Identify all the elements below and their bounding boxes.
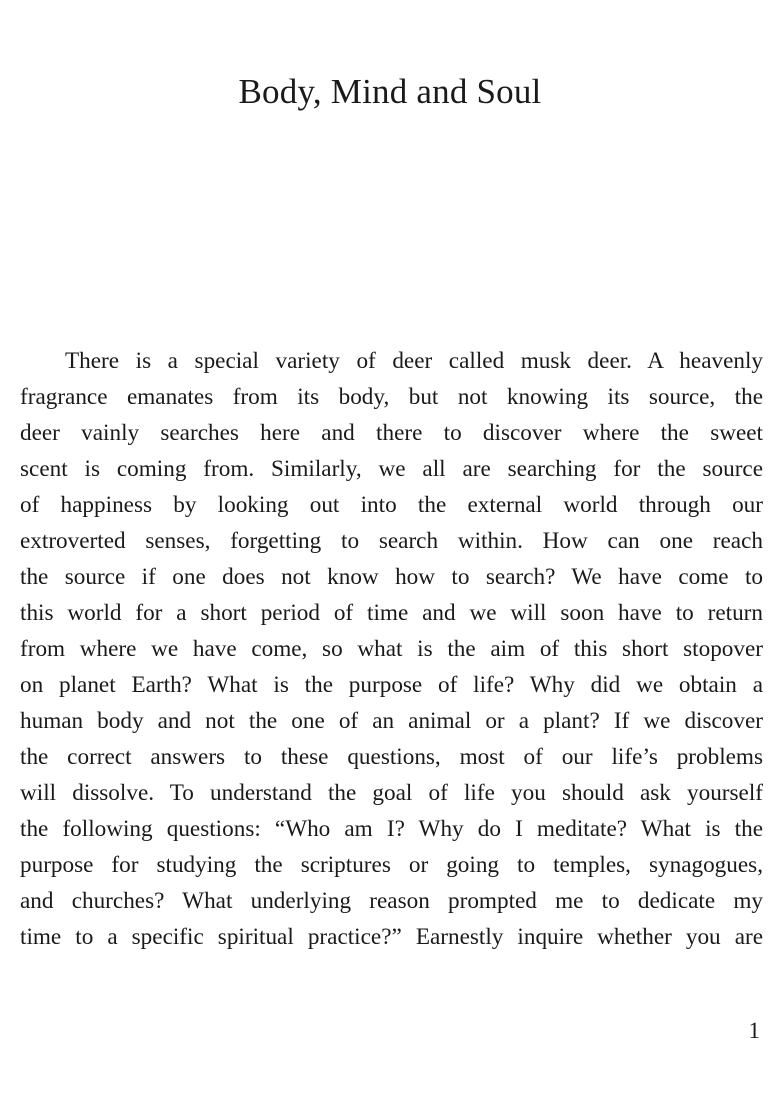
text-line: time to a specific spiritual practice?” Earnestly inquire whether you are: [20, 924, 763, 950]
text-line: purpose for studying the scriptures or going to temples, synagogues,: [20, 852, 763, 878]
text-line: There is a special variety of deer called musk deer. A heavenly: [65, 348, 763, 374]
text-line: deer vainly searches here and there to discover where the sweet: [20, 420, 763, 446]
page-number: 1: [748, 1018, 760, 1043]
text-line: and churches? What underlying reason prompted me to dedicate my: [20, 888, 763, 914]
body-paragraph: [20, 343, 763, 955]
text-line: this world for a short period of time and we will soon have to return: [20, 600, 763, 626]
text-line: from where we have come, so what is the aim of this short stopover: [20, 636, 763, 662]
text-line: fragrance emanates from its body, but not knowing its source, the: [20, 384, 763, 410]
text-line: the following questions: “Who am I? Why do I meditate? What is the: [20, 816, 763, 842]
text-line: human body and not the one of an animal or a plant? If we discover: [20, 708, 763, 734]
text-line: extroverted senses, forgetting to search within. How can one reach: [20, 528, 763, 554]
chapter-title: Body, Mind and Soul: [238, 72, 542, 111]
text-line: the source if one does not know how to search? We have come to: [20, 564, 763, 590]
text-line: of happiness by looking out into the external world through our: [20, 492, 763, 518]
text-line: will dissolve. To understand the goal of life you should ask yourself: [20, 780, 763, 806]
text-line: scent is coming from. Similarly, we all are searching for the source: [20, 456, 763, 482]
text-line: on planet Earth? What is the purpose of life? Why did we obtain a: [20, 672, 763, 698]
text-line: the correct answers to these questions, most of our life’s problems: [20, 744, 763, 770]
